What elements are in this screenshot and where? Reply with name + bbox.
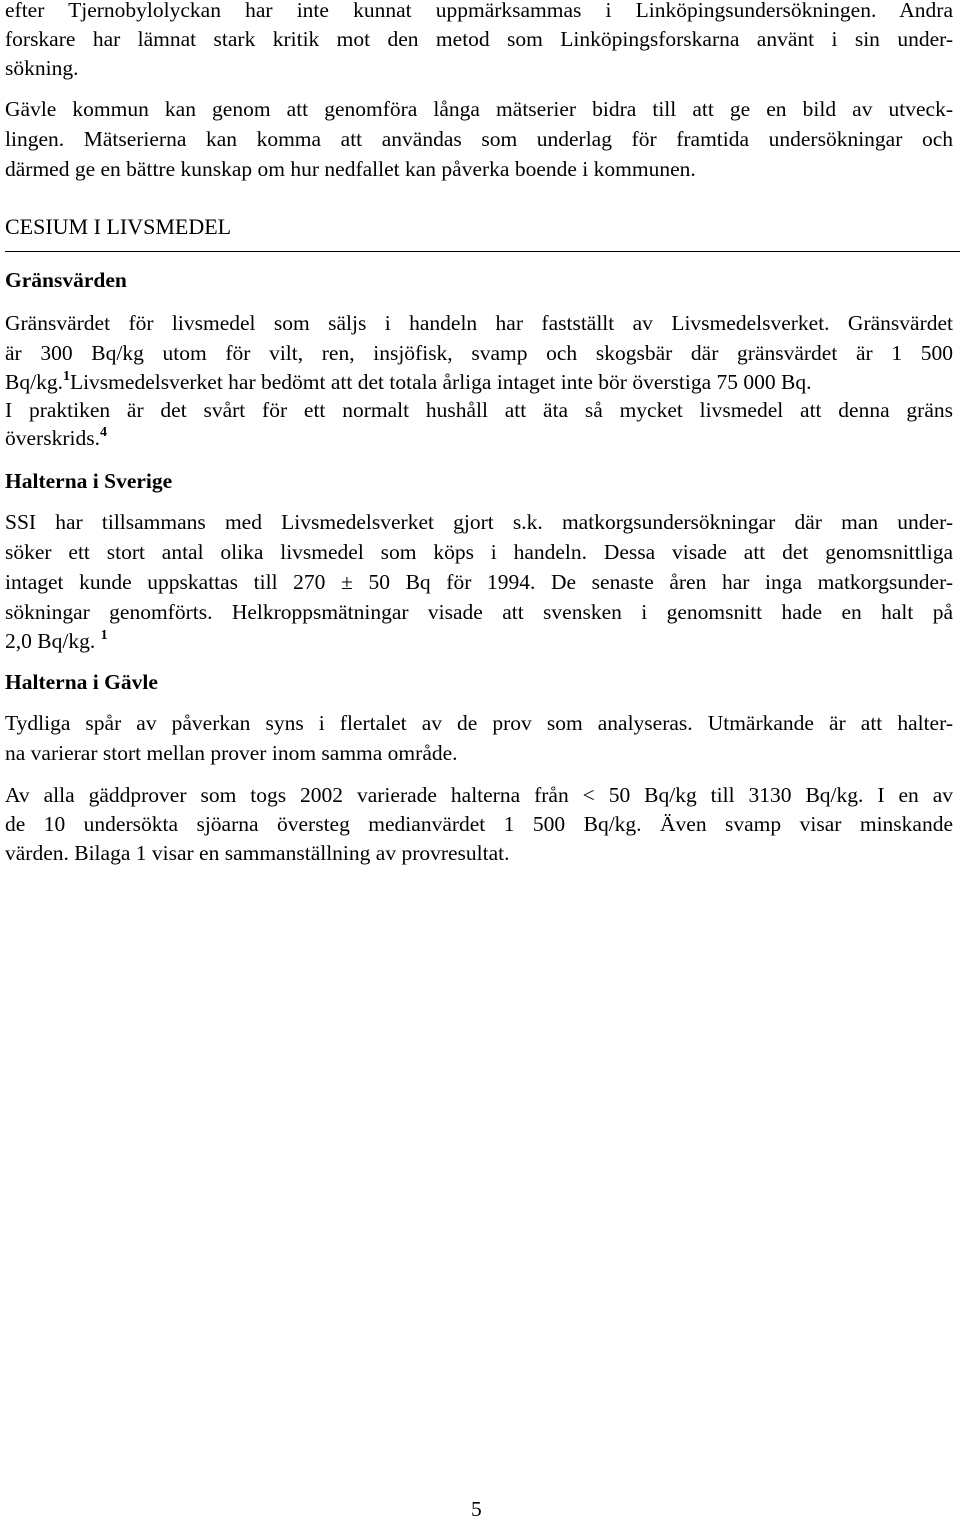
sverige-line-3: intaget kunde uppskattas till 270 ± 50 Bq för 1994. De senaste åren har inga matkorgsunder- bbox=[5, 570, 953, 594]
gransvarden-line-3-start: Bq/kg. bbox=[5, 370, 63, 394]
heading-gransvarden: Gränsvärden bbox=[5, 268, 127, 292]
gransvarden-line-2: är 300 Bq/kg utom för vilt, ren, insjöfisk, svamp och skogsbär där gränsvärdet är 1 500 bbox=[5, 341, 953, 365]
intro-p2-line-1: Gävle kommun kan genom att genomföra långa mätserier bidra till att ge en bild av utveck- bbox=[5, 97, 953, 121]
sverige-line-5-text: 2,0 Bq/kg. bbox=[5, 629, 96, 653]
page-number: 5 bbox=[471, 1497, 482, 1521]
footnote-ref-1: 1 bbox=[62, 369, 70, 384]
sverige-line-2: söker ett stort antal olika livsmedel som köps i handeln. Dessa visade att det genomsnittliga bbox=[5, 540, 953, 564]
footnote-ref-4: 4 bbox=[99, 425, 107, 440]
gavle-p2-line-1: Av alla gäddprover som togs 2002 varierade halterna från < 50 Bq/kg till 3130 Bq/kg. I en av bbox=[5, 783, 953, 807]
gavle-p1-line-1: Tydliga spår av påverkan syns i flertalet av de prov som analyseras. Utmärkande är att halter- bbox=[5, 711, 953, 735]
intro-p2-line-3: därmed ge en bättre kunskap om hur nedfallet kan påverka boende i kommunen. bbox=[5, 157, 696, 181]
gransvarden-line-5-text: överskrids. bbox=[5, 426, 100, 450]
gavle-p1-line-2: na varierar stort mellan prover inom samma område. bbox=[5, 741, 458, 765]
heading-halterna-sverige: Halterna i Sverige bbox=[5, 469, 173, 493]
gransvarden-line-3-end: Livsmedelsverket har bedömt att det totala årliga intaget inte bör överstiga 75 000 Bq. bbox=[69, 370, 812, 394]
gransvarden-line-1: Gränsvärdet för livsmedel som säljs i handeln har fastställt av Livsmedelsverket. Gränsvärdet bbox=[5, 311, 953, 335]
section-title: CESIUM I LIVSMEDEL bbox=[5, 214, 232, 239]
intro-p1-line-1: efter Tjernobylolyckan har inte kunnat uppmärksammas i Linköpingsundersökningen. Andra bbox=[5, 0, 953, 22]
sverige-line-5 bbox=[5, 627, 108, 659]
intro-p1-line-2: forskare har lämnat stark kritik mot den metod som Linköpingsforskarna använt i sin under- bbox=[5, 27, 953, 51]
footnote-ref-1b: 1 bbox=[100, 628, 108, 643]
section-divider bbox=[5, 251, 960, 252]
sverige-line-4: sökningar genomförts. Helkroppsmätningar visade att svensken i genomsnitt hade en halt på bbox=[5, 600, 953, 624]
gavle-p2-line-2: de 10 undersökta sjöarna översteg medianvärdet 1 500 Bq/kg. Även svamp visar minskande bbox=[5, 812, 953, 836]
gransvarden-line-4: I praktiken är det svårt för ett normalt hushåll att äta så mycket livsmedel att denna gräns bbox=[5, 398, 953, 422]
intro-p1-line-3: sökning. bbox=[5, 56, 79, 80]
sverige-line-1: SSI har tillsammans med Livsmedelsverket gjort s.k. matkorgsundersökningar där man under- bbox=[5, 510, 953, 534]
heading-halterna-gavle: Halterna i Gävle bbox=[5, 670, 158, 694]
intro-p2-line-2: lingen. Mätserierna kan komma att användas som underlag för framtida undersökningar och bbox=[5, 127, 953, 151]
gavle-p2-line-3: värden. Bilaga 1 visar en sammanställning av provresultat. bbox=[5, 841, 510, 865]
gransvarden-line-5 bbox=[5, 424, 107, 456]
